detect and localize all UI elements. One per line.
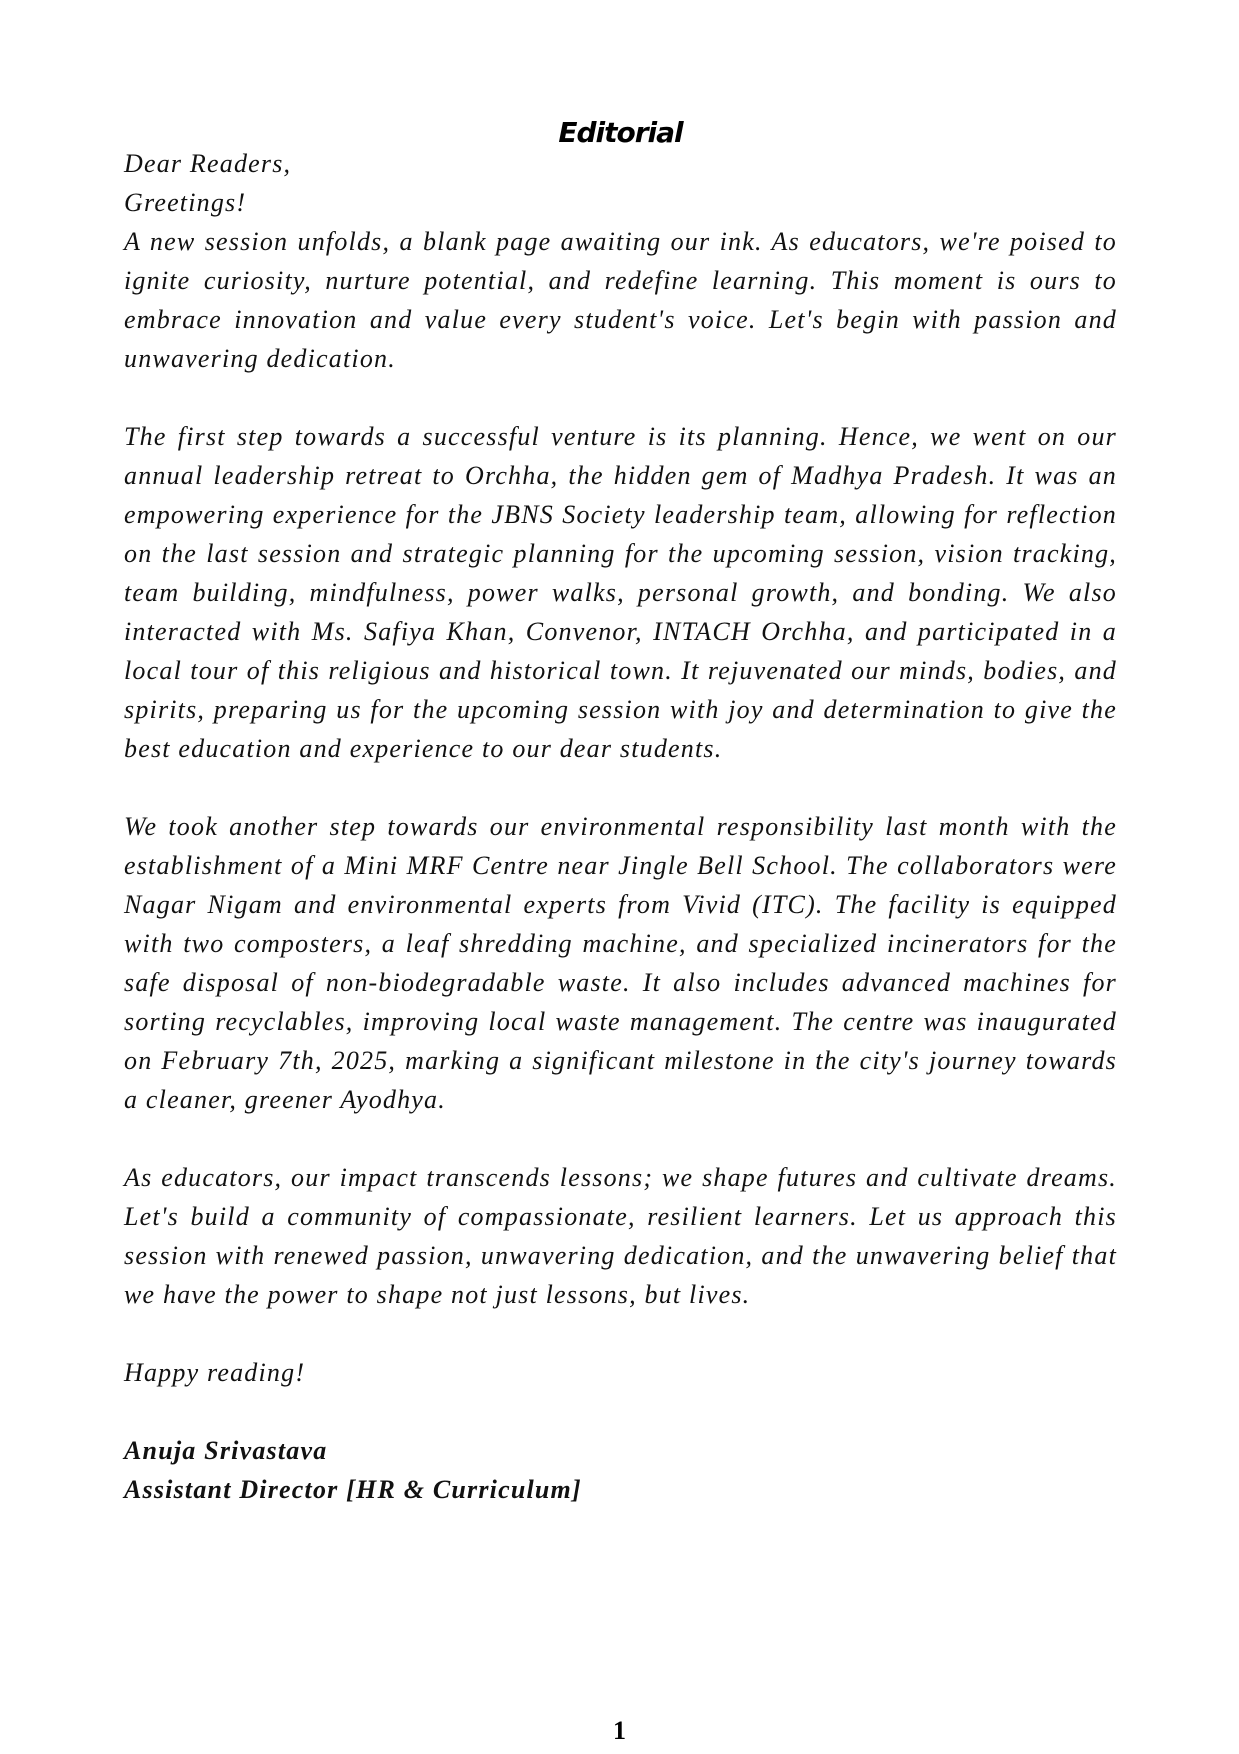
paragraph-conclusion: As educators, our impact transcends lessons; we shape futures and cultivate dreams. Let's build a community of compassionate, resilient learners. Let us approach this session with renewed passion, unwavering dedication, and the unwavering belief that we have the power to shape not just lessons, but lives. (124, 1163, 1117, 1309)
signature-role: Assistant Director [HR & Curriculum] (124, 1475, 582, 1504)
signature-block (124, 1431, 1117, 1509)
greeting: Greetings! (124, 188, 247, 217)
page-number: 1 (613, 1716, 626, 1745)
paragraph-spacer (124, 378, 1117, 417)
paragraph-spacer (124, 1119, 1117, 1158)
paragraph-spacer (124, 1314, 1117, 1353)
closing-line: Happy reading! (124, 1358, 306, 1387)
salutation: Dear Readers, (124, 149, 292, 178)
paragraph-mrf-centre: We took another step towards our environmental responsibility last month with the establishment of a Mini MRF Centre near Jingle Bell School. The collaborators were Nagar Nigam and environmental experts from Vivid (ITC). The facility is equipped with two composters, a leaf shredding machine, and specialized incinerators for the safe disposal of non-biodegradable waste. It also includes advanced machines for sorting recyclables, improving local waste management. The centre was inaugurated on February 7th, 2025, marking a significant milestone in the city's journey towards a cleaner, greener Ayodhya. (124, 812, 1117, 1114)
paragraph-retreat: The first step towards a successful venture is its planning. Hence, we went on our annual leadership retreat to Orchha, the hidden gem of Madhya Pradesh. It was an empowering experience for the JBNS Society leadership team, allowing for reflection on the last session and strategic planning for the upcoming session, vision tracking, team building, mindfulness, power walks, personal growth, and bonding. We also interacted with Ms. Safiya Khan, Convenor, INTACH Orchha, and participated in a local tour of this religious and historical town. It rejuvenated our minds, bodies, and spirits, preparing us for the upcoming session with joy and determination to give the best education and experience to our dear students. (124, 422, 1117, 763)
paragraph-spacer (124, 768, 1117, 807)
paragraph-intro: A new session unfolds, a blank page awaiting our ink. As educators, we're poised to ignite curiosity, nurture potential, and redefine learning. This moment is ours to embrace innovation and value every student's voice. Let's begin with passion and unwavering dedication. (124, 227, 1117, 373)
editorial-title: Editorial (558, 116, 683, 149)
editorial-body (124, 144, 1117, 1509)
document-page (124, 0, 1117, 1754)
paragraph-spacer (124, 1392, 1117, 1431)
signature-name: Anuja Srivastava (124, 1436, 328, 1465)
